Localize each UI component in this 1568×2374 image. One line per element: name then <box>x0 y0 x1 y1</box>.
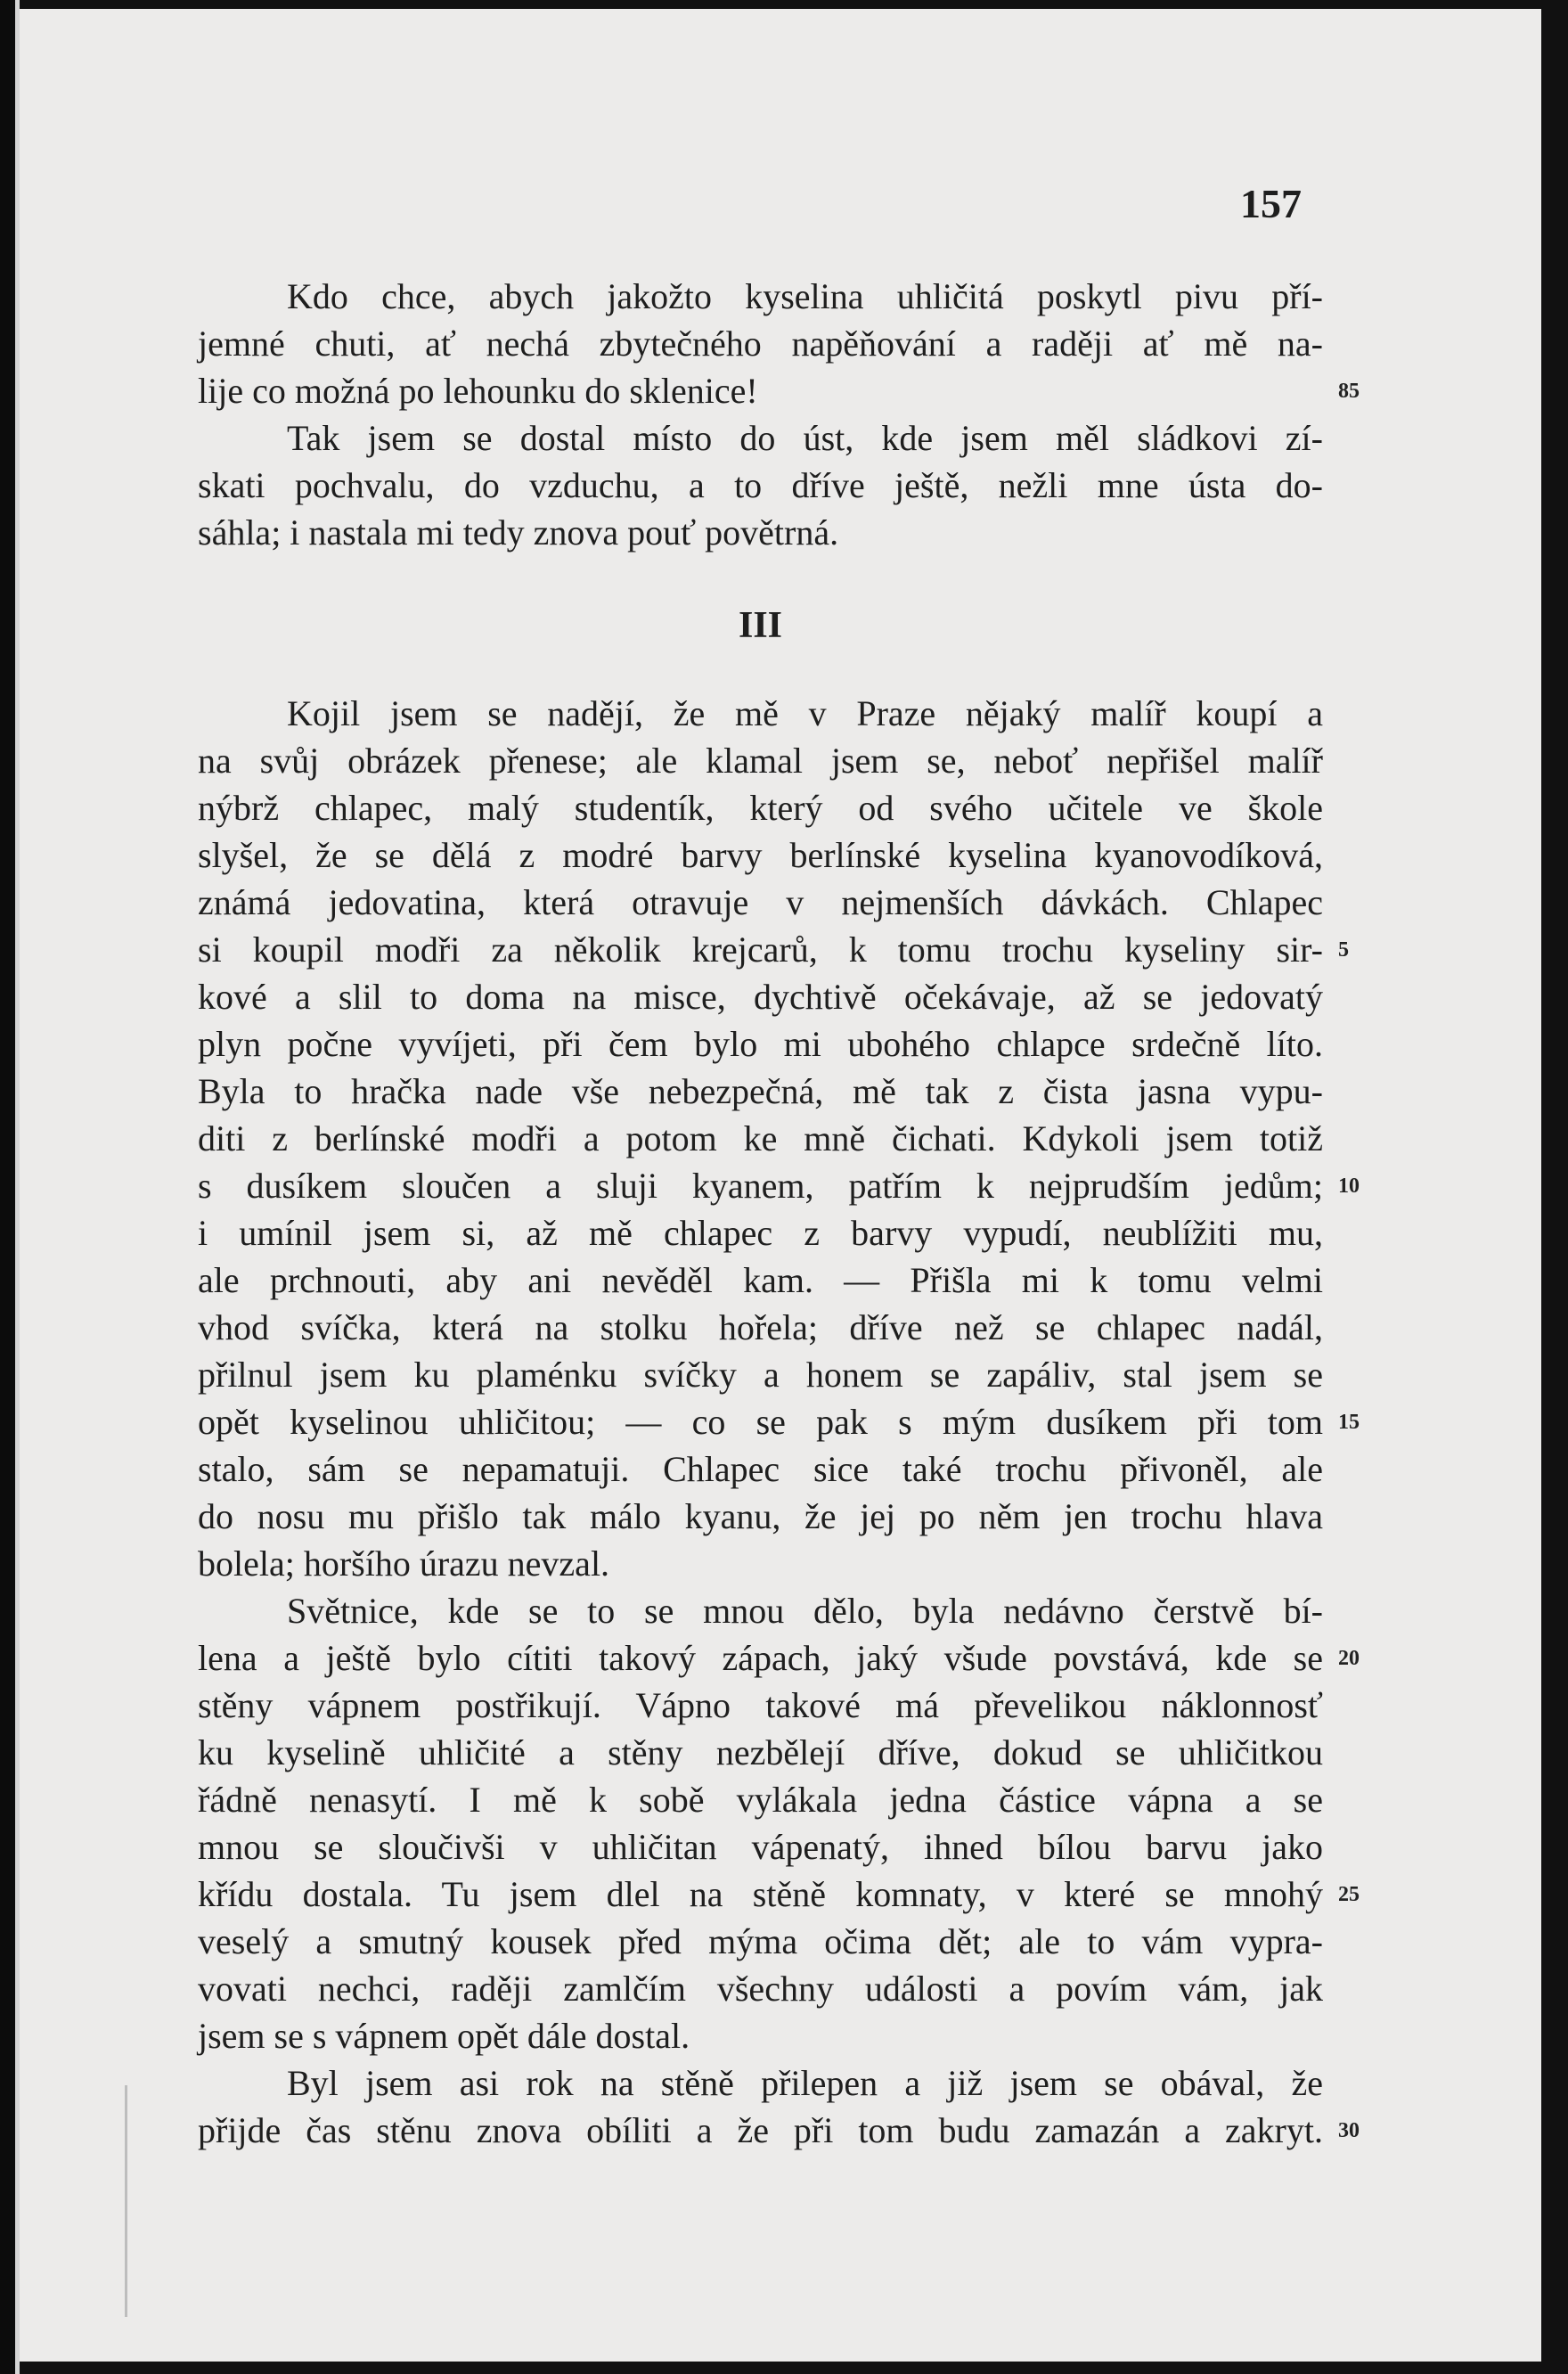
text-line: sáhla; i nastala mi tedy znova pouť povětrná. <box>198 512 839 553</box>
text-line: skati pochvalu, do vzduchu, a to dříve ještě, nežli mne ústa do- <box>198 465 1323 505</box>
page-number: 157 <box>1240 181 1302 226</box>
text-line: mnou se sloučivši v uhličitan vápenatý, ihned bílou barvu jako <box>198 1827 1323 1867</box>
text-line: Kdo chce, abych jakožto kyselina uhličitá poskytl pivu pří- <box>287 276 1323 316</box>
margin-line-number: 25 <box>1338 1883 1360 1906</box>
text-line: Kojil jsem se nadějí, že mě v Praze nějaký malíř koupí a <box>287 693 1323 733</box>
margin-line-number: 20 <box>1338 1647 1360 1670</box>
text-line: známá jedovatina, která otravuje v nejmenších dávkách. Chlapec <box>198 882 1323 922</box>
text-line: stalo, sám se nepamatuji. Chlapec sice také trochu přivoněl, ale <box>198 1449 1323 1489</box>
section-heading: III <box>738 605 783 646</box>
text-line: veselý a smutný kousek před mýma očima dět; ale to vám vypra- <box>198 1921 1323 1961</box>
margin-line-number: 85 <box>1338 380 1360 403</box>
margin-line-number: 30 <box>1338 2119 1360 2142</box>
margin-line-number: 10 <box>1338 1175 1360 1198</box>
margin-line-number: 5 <box>1338 938 1349 962</box>
text-line: křídu dostala. Tu jsem dlel na stěně komnaty, v které se mnohý <box>198 1874 1323 1914</box>
text-line: opět kyselinou uhličitou; — co se pak s mým dusíkem při tom <box>198 1402 1323 1442</box>
text-block-top <box>198 273 1323 556</box>
text-line: přijde čas stěnu znova obíliti a že při tom budu zamazán a zakryt. <box>198 2110 1323 2150</box>
page <box>20 9 1541 2362</box>
text-line: nýbrž chlapec, malý studentík, který od svého učitele ve škole <box>198 788 1323 828</box>
text-block-main <box>198 690 1323 2154</box>
text-line: Byla to hračka nade vše nebezpečná, mě tak z čista jasna vypu- <box>198 1071 1323 1111</box>
text-line: lije co možná po lehounku do sklenice! <box>198 371 758 411</box>
text-line: Tak jsem se dostal místo do úst, kde jsem měl sládkovi zí- <box>287 418 1323 458</box>
text-line: kové a slil to doma na misce, dychtivě očekávaje, až se jedovatý <box>198 977 1323 1017</box>
text-line: bolela; horšího úrazu nevzal. <box>198 1543 610 1584</box>
text-line: plyn počne vyvíjeti, při čem bylo mi ubohého chlapce srdečně líto. <box>198 1024 1323 1064</box>
scratch-mark <box>125 2085 127 2317</box>
margin-line-number: 15 <box>1338 1411 1360 1434</box>
text-line: Byl jsem asi rok na stěně přilepen a již jsem se obával, že <box>287 2063 1323 2103</box>
text-line: Světnice, kde se to se mnou dělo, byla nedávno čerstvě bí- <box>287 1591 1323 1631</box>
text-line: diti z berlínské modři a potom ke mně čichati. Kdykoli jsem totiž <box>198 1118 1323 1158</box>
text-line: jemné chuti, ať nechá zbytečného napěňování a raději ať mě na- <box>198 323 1323 364</box>
text-line: přilnul jsem ku plaménku svíčky a honem se zapáliv, stal jsem se <box>198 1355 1323 1395</box>
text-line: stěny vápnem postřikují. Vápno takové má převelikou náklonnosť <box>198 1685 1323 1725</box>
text-line: na svůj obrázek přenese; ale klamal jsem se, neboť nepřišel malíř <box>198 741 1323 781</box>
text-line: řádně nenasytí. I mě k sobě vylákala jedna částice vápna a se <box>198 1780 1323 1820</box>
text-line: vhod svíčka, která na stolku hořela; dříve než se chlapec nadál, <box>198 1307 1323 1347</box>
text-line: i umínil jsem si, až mě chlapec z barvy vypudí, neublížiti mu, <box>198 1213 1323 1253</box>
text-line: do nosu mu přišlo tak málo kyanu, že jej po něm jen trochu hlava <box>198 1496 1323 1536</box>
text-line: ale prchnouti, aby ani nevěděl kam. — Přišla mi k tomu velmi <box>198 1260 1323 1300</box>
text-line: lena a ještě bylo cítiti takový zápach, jaký všude povstává, kde se <box>198 1638 1323 1678</box>
text-line: vovati nechci, raději zamlčím všechny události a povím vám, jak <box>198 1969 1323 2009</box>
text-line: slyšel, že se dělá z modré barvy berlínské kyselina kyanovodíková, <box>198 835 1323 875</box>
text-line: jsem se s vápnem opět dále dostal. <box>198 2016 690 2056</box>
text-line: si koupil modři za několik krejcarů, k tomu trochu kyseliny sir- <box>198 929 1323 970</box>
text-line: ku kyselině uhličité a stěny nezbělejí dříve, dokud se uhličitkou <box>198 1732 1323 1772</box>
text-line: s dusíkem sloučen a sluji kyanem, patřím k nejprudším jedům; <box>198 1166 1323 1206</box>
